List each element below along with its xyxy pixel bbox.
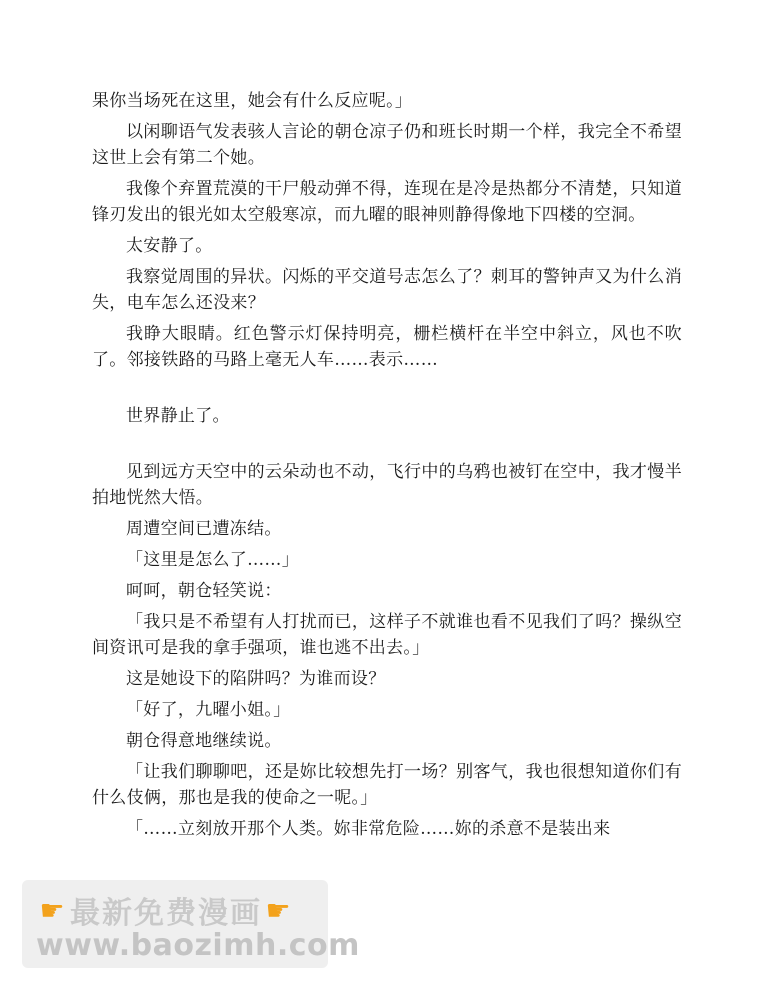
paragraph-14: 「好了，九曜小姐。」 [126, 700, 291, 720]
paragraph-10: 「这里是怎么了……」 [126, 550, 299, 570]
paragraph-5: 我察觉周围的异状。闪烁的平交道号志怎么了？刺耳的警钟声又为什么消失，电车怎么还没来？ [92, 267, 682, 313]
paragraph-1: 果你当场死在这里，她会有什么反应呢。」 [92, 91, 413, 111]
pointing-hand-icon: ☛ [265, 893, 293, 927]
paragraph-8: 见到远方天空中的云朵动也不动，飞行中的乌鸦也被钉在空中，我才慢半拍地恍然大悟。 [92, 462, 682, 508]
watermark-title: 最新免费漫画 [70, 896, 262, 931]
paragraph-13: 这是她设下的陷阱吗？为谁而设？ [126, 669, 386, 689]
paragraph-15: 朝仓得意地继续说。 [126, 731, 282, 751]
paragraph-12: 「我只是不希望有人打扰而已，这样子不就谁也看不见我们了吗？操纵空间资讯可是我的拿手强项，谁也逃不出去。」 [92, 612, 682, 658]
paragraph-17: 「……立刻放开那个人类。妳非常危险……妳的杀意不是装出来 [126, 819, 611, 839]
paragraph-11: 呵呵，朝仓轻笑说： [126, 581, 282, 601]
paragraph-2: 以闲聊语气发表骇人言论的朝仓凉子仍和班长时期一个样，我完全不希望这世上会有第二个她。 [92, 122, 682, 168]
pointing-hand-icon: ☛ [39, 893, 67, 927]
watermark-url: www.baozimh.com [36, 928, 360, 963]
paragraph-4: 太安静了。 [126, 236, 213, 256]
site-watermark [22, 880, 360, 968]
paragraph-16: 「让我们聊聊吧，还是妳比较想先打一场？别客气，我也很想知道你们有什么伎俩，那也是我的使命之一呢。」 [92, 762, 682, 808]
watermark-title-row [36, 888, 296, 932]
paragraph-3: 我像个弃置荒漠的干尸般动弹不得，连现在是冷是热都分不清楚，只知道锋刃发出的银光如太空般寒凉，而九曜的眼神则静得像地下四楼的空洞。 [92, 179, 682, 225]
paragraph-6: 我睁大眼睛。红色警示灯保持明亮，栅栏横杆在半空中斜立，风也不吹了。邻接铁路的马路上毫无人车……表示…… [92, 324, 682, 370]
paragraph-9: 周遭空间已遭冻结。 [126, 519, 282, 539]
paragraph-7-scene-line: 世界静止了。 [126, 406, 230, 426]
book-page-text [92, 88, 682, 842]
